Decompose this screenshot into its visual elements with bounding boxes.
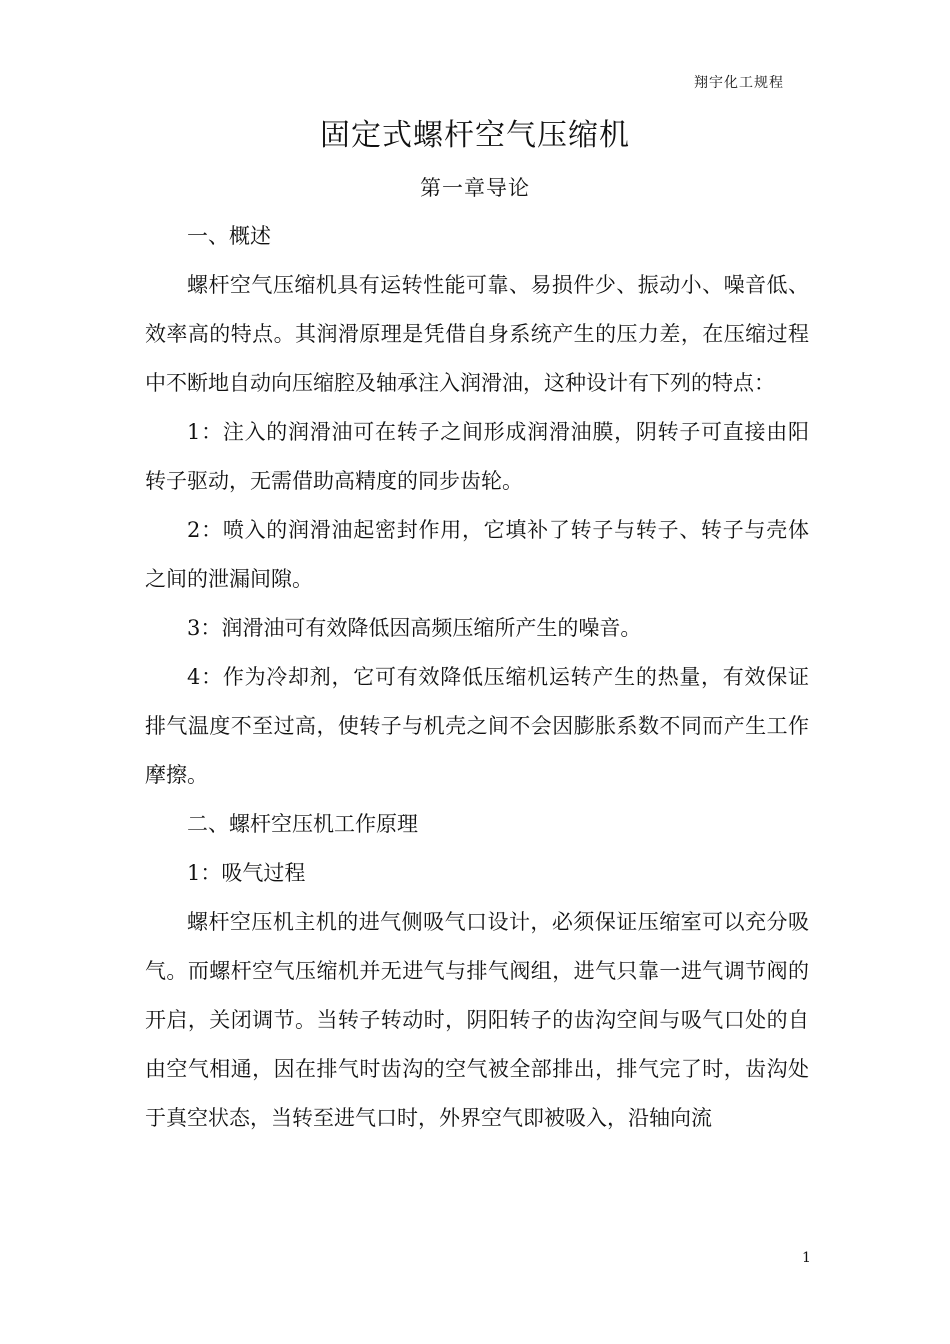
paragraph-intake: 螺杆空压机主机的进气侧吸气口设计，必须保证压缩室可以充分吸气。而螺杆空气压缩机并无进气与排气阀组，进气只靠一进气调节阀的开启，关闭调节。当转子转动时，阴阳转子的齿沟空间与吸气口处的自由空气相通，因在排气时齿沟的空气被全部排出，排气完了时，齿沟处于真空状态，当转至进气口时，外界空气即被吸入，沿轴向流 bbox=[145, 910, 809, 1130]
list-item-2: 2：喷入的润滑油起密封作用，它填补了转子与转子、转子与壳体之间的泄漏间隙。 bbox=[145, 518, 809, 591]
section-heading-overview: 一、概述 bbox=[187, 224, 271, 248]
body-text bbox=[145, 212, 809, 1143]
document-title: 固定式螺杆空气压缩机 bbox=[320, 118, 630, 153]
list-item-4: 4：作为冷却剂，它可有效降低压缩机运转产生的热量，有效保证排气温度不至过高，使转子与机壳之间不会因膨胀系数不同而产生工作摩擦。 bbox=[145, 665, 809, 787]
chapter-heading: 第一章导论 bbox=[420, 176, 530, 200]
list-item-1: 1：注入的润滑油可在转子之间形成润滑油膜，阴转子可直接由阳转子驱动，无需借助高精度的同步齿轮。 bbox=[145, 420, 809, 493]
section-heading-principle: 二、螺杆空压机工作原理 bbox=[187, 812, 418, 836]
running-header: 翔宇化工规程 bbox=[694, 75, 784, 91]
subsection-heading-intake: 1：吸气过程 bbox=[187, 861, 306, 885]
page-number: 1 bbox=[802, 1250, 811, 1266]
paragraph-intro: 螺杆空气压缩机具有运转性能可靠、易损件少、振动小、噪音低、效率高的特点。其润滑原理是凭借自身系统产生的压力差，在压缩过程中不断地自动向压缩腔及轴承注入润滑油，这种设计有下列的特点： bbox=[145, 273, 809, 395]
list-item-3: 3：润滑油可有效降低因高频压缩所产生的噪音。 bbox=[187, 616, 642, 640]
